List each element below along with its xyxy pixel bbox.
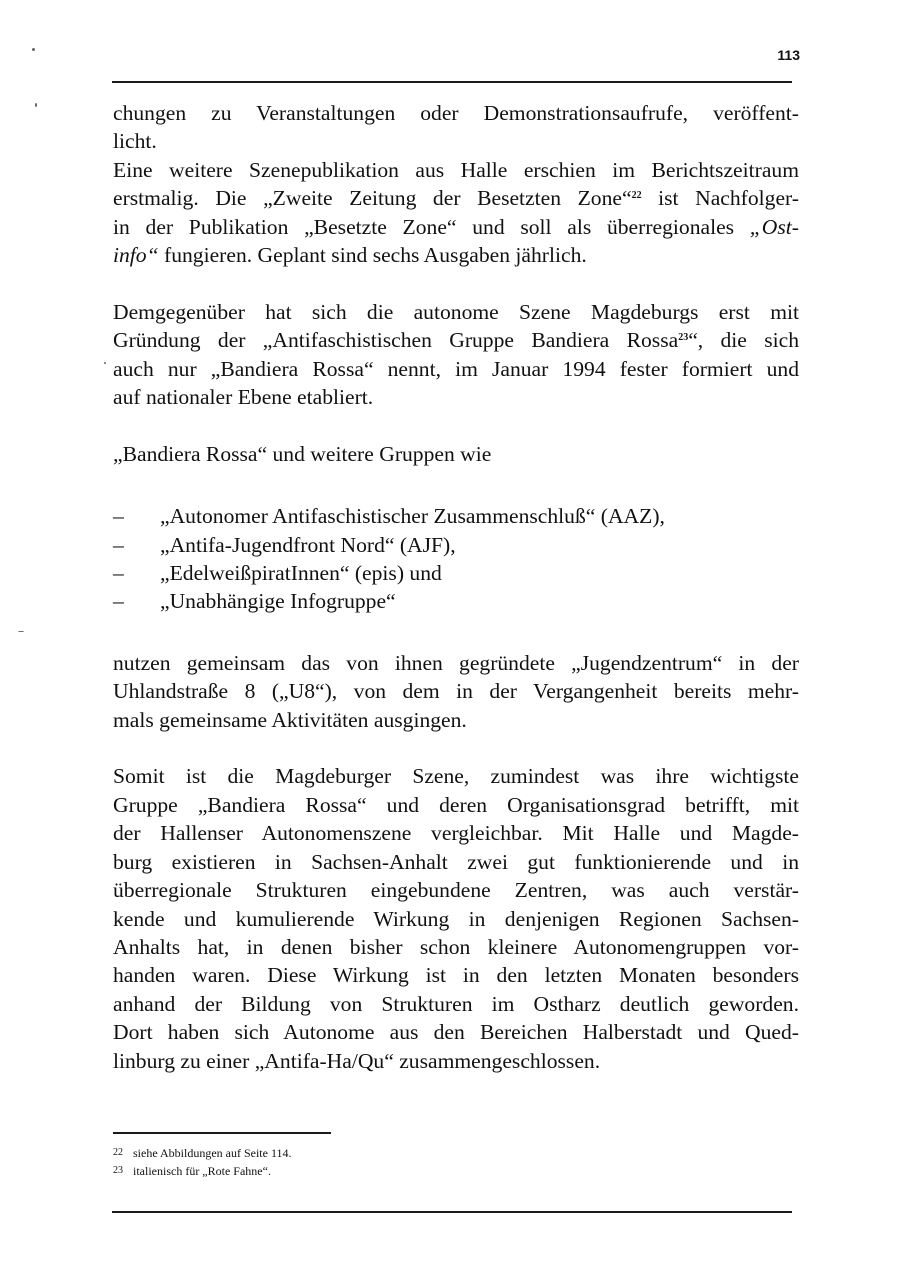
footnotes <box>113 1144 613 1180</box>
paragraph-line: burg existieren in Sachsen-Anhalt zwei gut funktionierende und in <box>113 849 799 874</box>
text-run: erstmalig. Die „Zweite Zeitung der Besetzten Zone“ <box>113 186 632 211</box>
footnote-ref-23: 23 <box>678 332 689 344</box>
paragraph-line: Gruppe „Bandiera Rossa“ und deren Organisationsgrad betrifft, mit <box>113 792 799 817</box>
text-run: “, die sich <box>688 328 799 353</box>
list-item-text: „EdelweißpiratInnen“ (epis) und <box>160 561 442 586</box>
paragraph-line: überregionale Strukturen eingebundene Zentren, was auch verstär- <box>113 878 799 903</box>
list-dash: – <box>113 561 124 586</box>
footnote-text: siehe Abbildungen auf Seite 114. <box>133 1146 292 1160</box>
group-list <box>113 502 799 616</box>
paragraph-line: auch nur „Bandiera Rossa“ nennt, im Januar 1994 fester formiert und <box>113 356 799 381</box>
footnote <box>113 1144 613 1162</box>
text-run: Gründung der „Antifaschistischen Gruppe Bandiera Rossa <box>113 328 679 353</box>
text-run: in der Publikation „Besetzte Zone“ und soll als überregionales <box>113 214 750 239</box>
paragraph-line: auf nationaler Ebene etabliert. <box>113 385 374 410</box>
scan-speck <box>18 631 24 632</box>
italic-text: info“ <box>113 243 159 268</box>
paragraph-line: Demgegenüber hat sich die autonome Szene Magdeburgs erst mit <box>113 299 799 324</box>
paragraph-line: Dort haben sich Autonome aus den Bereichen Halberstadt und Qued- <box>113 1020 799 1045</box>
paragraph-line: kende und kumulierende Wirkung in denjenigen Regionen Sachsen- <box>113 906 799 931</box>
paragraph-line: Eine weitere Szenepublikation aus Halle erschien im Berichtszeitraum <box>113 157 799 182</box>
list-intro: „Bandiera Rossa“ und weitere Gruppen wie <box>113 441 492 466</box>
list-item <box>113 531 799 559</box>
list-item <box>113 559 799 587</box>
paragraph-line: chungen zu Veranstaltungen oder Demonstrationsaufrufe, veröffent- <box>113 101 799 125</box>
paragraph-line: anhand der Bildung von Strukturen im Ostharz deutlich geworden. <box>113 991 799 1016</box>
list-dash: – <box>113 504 124 529</box>
paragraph-line: Anhalts hat, in denen bisher schon kleinere Autonomengruppen vor- <box>113 934 799 959</box>
footnote-rule <box>113 1132 331 1134</box>
list-item-text: „Unabhängige Infogruppe“ <box>160 589 396 614</box>
footnote-number: 23 <box>113 1165 123 1176</box>
list-item-text: „Antifa-Jugendfront Nord“ (AJF), <box>160 532 456 557</box>
paragraph-line: Uhlandstraße 8 („U8“), von dem in der Vergangenheit bereits mehr- <box>113 679 799 704</box>
list-item <box>113 587 799 615</box>
list-item <box>113 502 799 530</box>
list-dash: – <box>113 589 124 614</box>
text-run: fungieren. Geplant sind sechs Ausgaben jährlich. <box>158 243 587 268</box>
paragraph-line <box>113 184 799 212</box>
italic-text: „Ost- <box>749 214 799 239</box>
paragraph-line: mals gemeinsame Aktivitäten ausgingen. <box>113 707 467 732</box>
scan-speck <box>32 48 35 51</box>
list-item-text: „Autonomer Antifaschistischer Zusammenschluß“ (AAZ), <box>160 504 665 529</box>
paragraph-line: linburg zu einer „Antifa-Ha/Qu“ zusammengeschlossen. <box>113 1048 601 1073</box>
paragraph-line <box>113 241 799 269</box>
body-text <box>113 99 799 1075</box>
paragraph-line <box>113 326 799 354</box>
paragraph-line: licht. <box>113 129 157 154</box>
scan-speck <box>35 103 37 107</box>
scan-speck <box>104 362 106 364</box>
footer-rule <box>112 1211 792 1213</box>
paragraph-line: nutzen gemeinsam das von ihnen gegründete „Jugendzentrum“ in der <box>113 650 799 675</box>
paragraph-line: Somit ist die Magdeburger Szene, zumindest was ihre wichtigste <box>113 764 799 789</box>
paragraph-line: handen waren. Diese Wirkung ist in den letzten Monaten besonders <box>113 963 799 988</box>
paragraph-line <box>113 213 799 241</box>
list-dash: – <box>113 532 124 557</box>
page-number: 113 <box>777 47 800 63</box>
paragraph-line: der Hallenser Autonomenszene vergleichbar. Mit Halle und Magde- <box>113 821 799 846</box>
footnote-number: 22 <box>113 1147 123 1158</box>
footnote <box>113 1162 613 1180</box>
footnote-ref-22: 22 <box>631 190 642 202</box>
text-run: ist Nachfolger- <box>641 186 799 211</box>
header-rule <box>112 81 792 83</box>
footnote-text: italienisch für „Rote Fahne“. <box>133 1164 271 1178</box>
